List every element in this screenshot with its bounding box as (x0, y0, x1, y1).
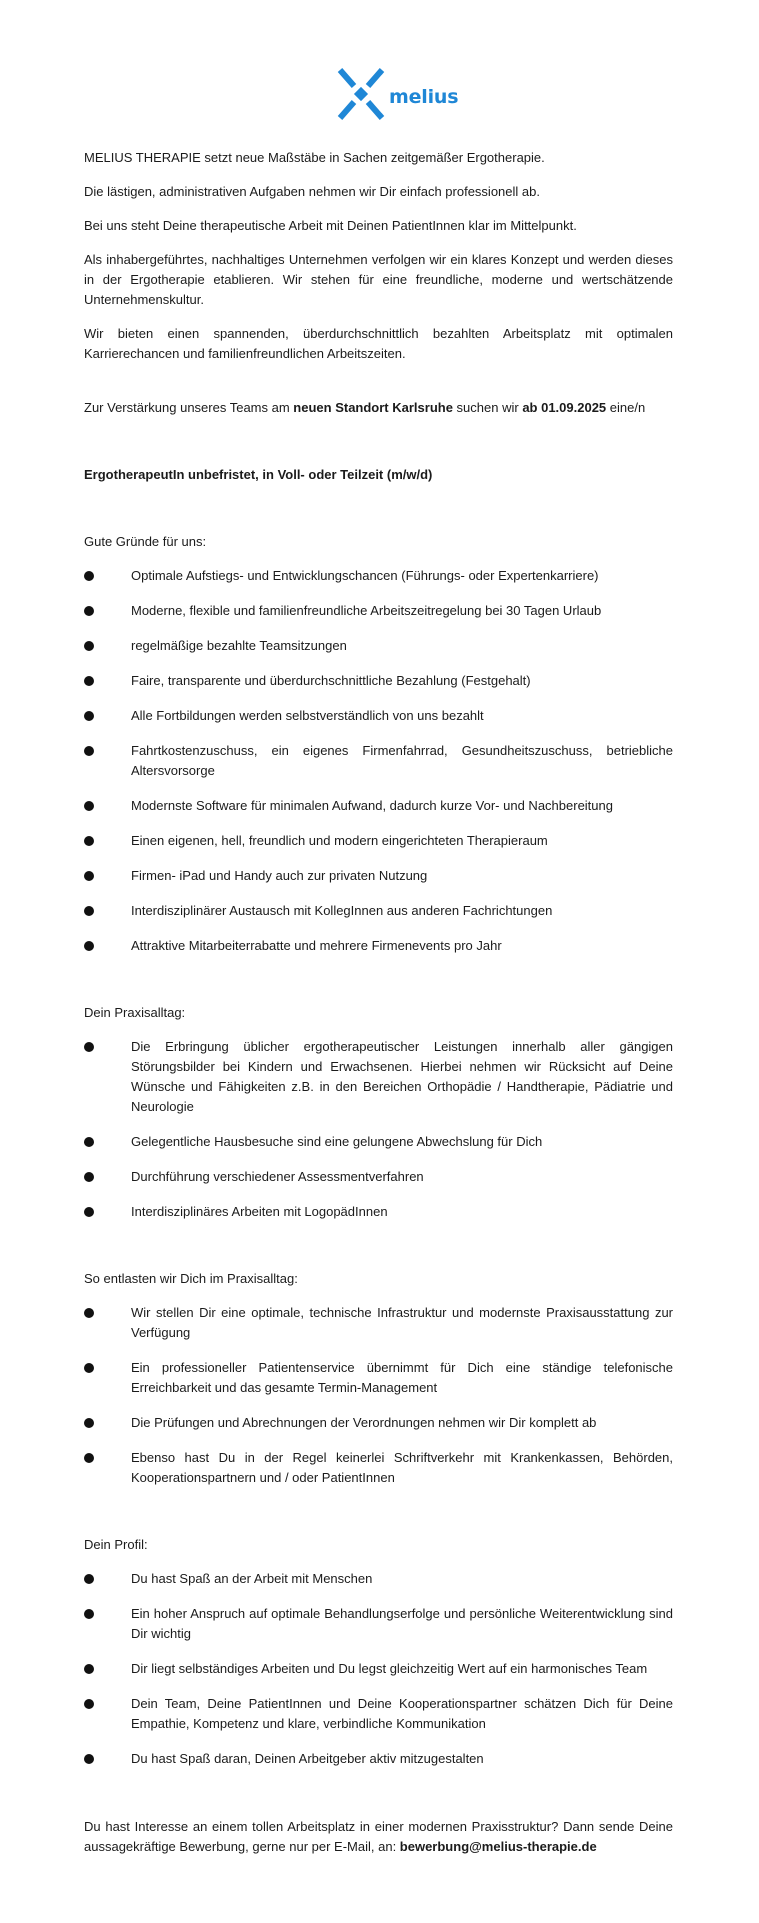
list-item (84, 1358, 673, 1398)
bullet-icon (84, 1609, 94, 1619)
list-item-text: Interdisziplinärer Austausch mit KollegInnen aus anderen Fachrichtungen (131, 903, 553, 918)
list-item (84, 1749, 673, 1769)
bullet-icon (84, 746, 94, 756)
daily-list (84, 1037, 673, 1222)
section-heading-daily: Dein Praxisalltag: (84, 1005, 186, 1020)
bullet-icon (84, 1137, 94, 1147)
list-item-text: Ein professioneller Patientenservice übernimmt für Dich eine ständige telefonische Erreichbarkeit und das gesamte Termin-Management (131, 1360, 673, 1395)
list-item-text: Firmen- iPad und Handy auch zur privaten Nutzung (131, 868, 428, 883)
list-item-text: Ein hoher Anspruch auf optimale Behandlungserfolge und persönliche Weiterentwicklung sind Dir wichtig (131, 1606, 673, 1641)
application-email: bewerbung@melius-therapie.de (399, 1839, 597, 1854)
bullet-icon (84, 801, 94, 811)
list-item-text: Interdisziplinäres Arbeiten mit LogopädInnen (131, 1204, 388, 1219)
lead-start-date: ab 01.09.2025 (522, 400, 607, 415)
bullet-icon (84, 641, 94, 651)
list-item-text: Du hast Spaß daran, Deinen Arbeitgeber aktiv mitzugestalten (131, 1751, 484, 1766)
melius-x-mark-icon (335, 66, 387, 122)
bullet-icon (84, 836, 94, 846)
section-heading-profile: Dein Profil: (84, 1537, 148, 1552)
list-item-text: Dir liegt selbständiges Arbeiten und Du legst gleichzeitig Wert auf ein harmonisches Team (131, 1661, 648, 1676)
list-item-text: Die Erbringung üblicher ergotherapeutischer Leistungen innerhalb aller gängigen Störungsbilder bei Kindern und Erwachsenen. Hierbei nehmen wir Rücksicht auf Deine Wünsche und Fähigkeiten z.B. in den Bereichen Orthopädie / Handtherapie, Pädiatrie und Neurologie (131, 1039, 673, 1114)
list-item (84, 1604, 673, 1644)
section-heading-reasons: Gute Gründe für uns: (84, 534, 207, 549)
list-item-text: Du hast Spaß an der Arbeit mit Menschen (131, 1571, 373, 1586)
relief-list (84, 1303, 673, 1488)
bullet-icon (84, 1453, 94, 1463)
list-item (84, 566, 673, 586)
list-item (84, 901, 673, 921)
bullet-icon (84, 1699, 94, 1709)
list-item (84, 601, 673, 621)
posting-content (84, 148, 673, 1857)
lead-text: suchen wir (452, 400, 523, 415)
bullet-icon (84, 1363, 94, 1373)
list-item (84, 1303, 673, 1343)
list-item-text: regelmäßige bezahlte Teamsitzungen (131, 638, 347, 653)
bullet-icon (84, 606, 94, 616)
list-item-text: Wir stellen Dir eine optimale, technische Infrastruktur und modernste Praxisausstattung zur Verfügung (131, 1305, 673, 1340)
list-item-text: Modernste Software für minimalen Aufwand, dadurch kurze Vor- und Nachbereitung (131, 798, 613, 813)
lead-sentence (84, 398, 673, 418)
list-item (84, 1659, 673, 1679)
lead-text: eine/n (606, 400, 646, 415)
intro-paragraphs (84, 148, 673, 364)
list-item (84, 796, 673, 816)
list-item (84, 741, 673, 781)
lead-location: neuen Standort Karlsruhe (293, 400, 453, 415)
bullet-icon (84, 1042, 94, 1052)
job-title: ErgotherapeutIn unbefristet, in Voll- oder Teilzeit (m/w/d) (84, 467, 433, 482)
list-item (84, 866, 673, 886)
closing-paragraph (84, 1817, 673, 1857)
list-item (84, 1413, 673, 1433)
list-item-text: Moderne, flexible und familienfreundliche Arbeitszeitregelung bei 30 Tagen Urlaub (131, 603, 602, 618)
melius-logo (335, 66, 458, 122)
list-item (84, 831, 673, 851)
list-item-text: Fahrtkostenzuschuss, ein eigenes Firmenfahrrad, Gesundheitszuschuss, betriebliche Altersvorsorge (131, 743, 673, 778)
list-item-text: Einen eigenen, hell, freundlich und modern eingerichteten Therapieraum (131, 833, 548, 848)
list-item-text: Alle Fortbildungen werden selbstverständlich von uns bezahlt (131, 708, 484, 723)
intro-paragraph: Bei uns steht Deine therapeutische Arbeit mit Deinen PatientInnen klar im Mittelpunkt. (84, 218, 577, 233)
bullet-icon (84, 1418, 94, 1428)
list-item (84, 1569, 673, 1589)
bullet-icon (84, 1664, 94, 1674)
list-item-text: Attraktive Mitarbeiterrabatte und mehrere Firmenevents pro Jahr (131, 938, 502, 953)
bullet-icon (84, 711, 94, 721)
intro-paragraph: Die lästigen, administrativen Aufgaben nehmen wir Dir einfach professionell ab. (84, 184, 540, 199)
list-item (84, 671, 673, 691)
bullet-icon (84, 571, 94, 581)
list-item (84, 706, 673, 726)
list-item-text: Die Prüfungen und Abrechnungen der Verordnungen nehmen wir Dir komplett ab (131, 1415, 597, 1430)
bullet-icon (84, 1574, 94, 1584)
closing-text: Du hast Interesse an einem tollen Arbeitsplatz in einer modernen Praxisstruktur? Dann sende Deine aussagekräftige Bewerbung, gerne nur per E-Mail, an: (84, 1819, 673, 1854)
section-heading-relief: So entlasten wir Dich im Praxisalltag: (84, 1271, 298, 1286)
bullet-icon (84, 1207, 94, 1217)
bullet-icon (84, 1754, 94, 1764)
intro-paragraph: Wir bieten einen spannenden, überdurchschnittlich bezahlten Arbeitsplatz mit optimalen Karrierechancen und familienfreundlichen Arbeitszeiten. (84, 326, 673, 361)
intro-paragraph: Als inhabergeführtes, nachhaltiges Unternehmen verfolgen wir ein klares Konzept und werden dieses in der Ergotherapie etablieren. Wir stehen für eine freundliche, moderne und wertschätzende Unternehmenskultur. (84, 252, 673, 307)
bullet-icon (84, 906, 94, 916)
bullet-icon (84, 1172, 94, 1182)
list-item-text: Faire, transparente und überdurchschnittliche Bezahlung (Festgehalt) (131, 673, 531, 688)
list-item-text: Durchführung verschiedener Assessmentverfahren (131, 1169, 424, 1184)
list-item (84, 1694, 673, 1734)
list-item-text: Ebenso hast Du in der Regel keinerlei Schriftverkehr mit Krankenkassen, Behörden, Kooperationspartnern und / oder PatientInnen (131, 1450, 673, 1485)
bullet-icon (84, 1308, 94, 1318)
list-item (84, 1037, 673, 1117)
list-item (84, 1132, 673, 1152)
list-item (84, 1167, 673, 1187)
logo-wordmark: melius (389, 86, 459, 108)
bullet-icon (84, 941, 94, 951)
list-item-text: Gelegentliche Hausbesuche sind eine gelungene Abwechslung für Dich (131, 1134, 543, 1149)
intro-paragraph: MELIUS THERAPIE setzt neue Maßstäbe in Sachen zeitgemäßer Ergotherapie. (84, 150, 545, 165)
list-item (84, 1202, 673, 1222)
reasons-list (84, 566, 673, 956)
lead-text: Zur Verstärkung unseres Teams am (84, 400, 294, 415)
list-item-text: Dein Team, Deine PatientInnen und Deine Kooperationspartner schätzen Dich für Deine Empathie, Kompetenz und klare, verbindliche Kommunikation (131, 1696, 673, 1731)
list-item-text: Optimale Aufstiegs- und Entwicklungschancen (Führungs- oder Expertenkarriere) (131, 568, 599, 583)
bullet-icon (84, 871, 94, 881)
list-item (84, 636, 673, 656)
list-item (84, 936, 673, 956)
profile-list (84, 1569, 673, 1769)
bullet-icon (84, 676, 94, 686)
list-item (84, 1448, 673, 1488)
